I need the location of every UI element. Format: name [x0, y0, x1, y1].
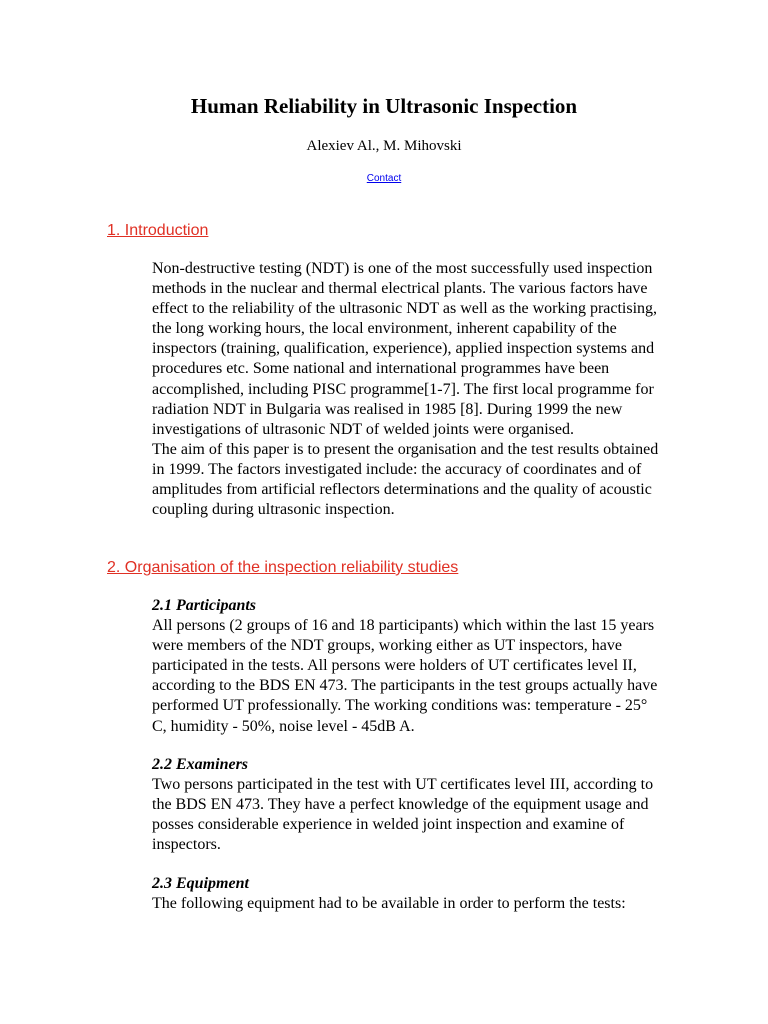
participants-text: All persons (2 groups of 16 and 18 participants) which within the last 15 years were members of the NDT groups, working either as UT inspectors, have participated in the tests. All persons were holders of UT certificates level II, according to the BDS EN 473. The participants in the test groups actually have performed UT professionally. The working conditions was: temperature - 25° C, humidity - 50%, noise level - 45dB A.: [152, 617, 658, 735]
examiners-text: Two persons participated in the test with UT certificates level III, according to the BDS EN 473. They have a perfect knowledge of the equipment usage and posses considerable experience in welded joint inspection and examine of inspectors.: [152, 776, 654, 854]
examiners-heading: 2.2 Examiners: [152, 756, 249, 773]
contact-link[interactable]: Contact: [366, 173, 402, 184]
introduction-aim-paragraph: The aim of this paper is to present the organisation and the test results obtained in 1999. The factors investigated include: the accuracy of coordinates and of amplitudes from artificial reflectors determinations and the quality of acoustic coupling during ultrasonic inspection.: [152, 440, 659, 519]
page-title: Human Reliability in Ultrasonic Inspection: [190, 94, 578, 118]
authors-line: Alexiev Al., M. Mihovski: [306, 138, 462, 154]
equipment-heading: 2.3 Equipment: [152, 875, 249, 892]
equipment-block: [152, 874, 664, 914]
section-heading-introduction: 1. Introduction: [107, 222, 209, 239]
examiners-block: [152, 755, 664, 855]
contact-row: [0, 172, 768, 186]
introduction-paragraph: Non-destructive testing (NDT) is one of the most successfully used inspection methods in the nuclear and thermal electrical plants. The various factors have effect to the reliability of the ultrasonic NDT as well as the working practising, the long working hours, the local environment, inherent capability of the inspectors (training, qualification, experience), applied inspection systems and procedures etc. Some national and international programmes have been accomplished, including PISC programme[1-7]. The first local programme for radiation NDT in Bulgaria was realised in 1985 [8]. During 1999 the new investigations of ultrasonic NDT of welded joints were organised.: [152, 260, 658, 438]
participants-heading: 2.1 Participants: [152, 597, 257, 614]
section-heading-organisation: 2. Organisation of the inspection reliability studies: [107, 559, 459, 576]
introduction-body: [152, 259, 664, 520]
participants-block: [152, 596, 664, 737]
equipment-text: The following equipment had to be available in order to perform the tests:: [152, 895, 626, 913]
